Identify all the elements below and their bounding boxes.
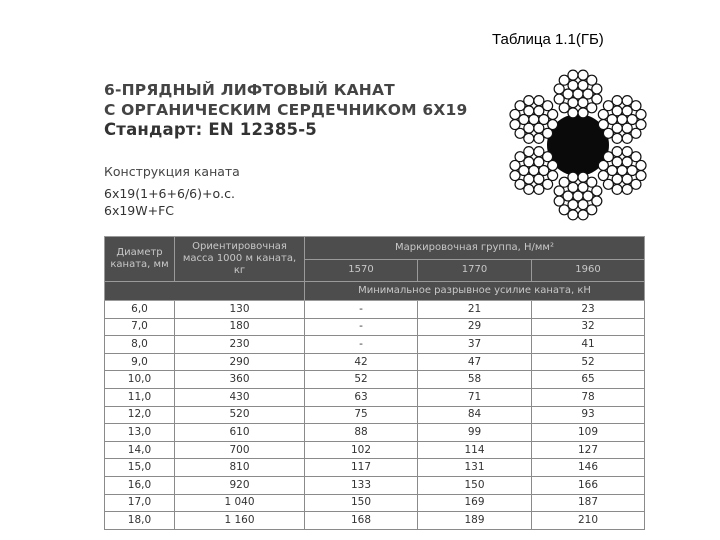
cell-mass: 520 [175, 406, 305, 424]
table-row [105, 301, 645, 319]
header-grade-1770: 1770 [418, 259, 532, 282]
table-row [105, 459, 645, 477]
cell-force-1770: 99 [418, 424, 532, 442]
cell-diameter: 11,0 [105, 388, 175, 406]
cell-force-1960: 187 [532, 494, 645, 512]
header-blank [105, 282, 305, 301]
table-row [105, 424, 645, 442]
table-row [105, 388, 645, 406]
table-row [105, 512, 645, 530]
cell-diameter: 8,0 [105, 336, 175, 354]
cell-diameter: 6,0 [105, 301, 175, 319]
cell-diameter: 18,0 [105, 512, 175, 530]
cell-force-1570: 168 [305, 512, 418, 530]
cell-force-1570: - [305, 336, 418, 354]
rope-cross-section-image [505, 64, 651, 226]
strand-wire [568, 172, 578, 182]
strand-wire [548, 160, 558, 170]
cell-force-1770: 169 [418, 494, 532, 512]
strand-wire [598, 171, 608, 181]
cell-mass: 1 040 [175, 494, 305, 512]
strand-wire [568, 70, 578, 80]
construction-value-2: 6x19W+FC [104, 203, 175, 218]
strand-wire [510, 171, 520, 181]
table-caption: Таблица 1.1(ГБ) [492, 31, 604, 48]
table-row [105, 371, 645, 389]
cell-force-1770: 47 [418, 353, 532, 371]
cell-force-1570: - [305, 301, 418, 319]
cell-diameter: 17,0 [105, 494, 175, 512]
table-row [105, 441, 645, 459]
strand-wire [524, 147, 534, 157]
header-mass: Ориентировочная масса 1000 м каната, кг [175, 237, 305, 282]
cell-force-1570: 102 [305, 441, 418, 459]
strand-wire [592, 186, 602, 196]
table-row [105, 494, 645, 512]
cell-force-1960: 65 [532, 371, 645, 389]
cell-mass: 430 [175, 388, 305, 406]
cell-force-1570: 133 [305, 476, 418, 494]
cell-force-1570: 63 [305, 388, 418, 406]
strand-wire [524, 96, 534, 106]
cell-force-1770: 58 [418, 371, 532, 389]
strand-wire [554, 196, 564, 206]
cell-mass: 1 160 [175, 512, 305, 530]
header-group: Маркировочная группа, Н/мм² [305, 237, 645, 260]
strand-wire [554, 94, 564, 104]
title-line-2: С ОРГАНИЧЕСКИМ СЕРДЕЧНИКОМ 6Х19 [104, 101, 468, 119]
cell-mass: 130 [175, 301, 305, 319]
strand-wire [612, 96, 622, 106]
cell-diameter: 10,0 [105, 371, 175, 389]
cell-diameter: 16,0 [105, 476, 175, 494]
table-row [105, 406, 645, 424]
cell-diameter: 12,0 [105, 406, 175, 424]
cell-force-1770: 114 [418, 441, 532, 459]
strand-wire [592, 84, 602, 94]
header-grade-1960: 1960 [532, 259, 645, 282]
cell-force-1770: 131 [418, 459, 532, 477]
cell-force-1770: 71 [418, 388, 532, 406]
cell-force-1960: 52 [532, 353, 645, 371]
cell-force-1960: 93 [532, 406, 645, 424]
cell-force-1960: 23 [532, 301, 645, 319]
table-row [105, 336, 645, 354]
strand-wire [578, 210, 588, 220]
cell-mass: 230 [175, 336, 305, 354]
header-grade-1570: 1570 [305, 259, 418, 282]
cell-force-1960: 78 [532, 388, 645, 406]
page-title [104, 80, 484, 140]
cell-force-1570: - [305, 318, 418, 336]
table-row [105, 353, 645, 371]
cell-diameter: 9,0 [105, 353, 175, 371]
cell-force-1570: 88 [305, 424, 418, 442]
cell-force-1570: 117 [305, 459, 418, 477]
strand-wire [636, 109, 646, 119]
cell-mass: 290 [175, 353, 305, 371]
cell-force-1770: 21 [418, 301, 532, 319]
cell-diameter: 13,0 [105, 424, 175, 442]
cell-force-1770: 37 [418, 336, 532, 354]
cell-diameter: 15,0 [105, 459, 175, 477]
cell-diameter: 7,0 [105, 318, 175, 336]
cell-force-1770: 189 [418, 512, 532, 530]
cell-force-1960: 109 [532, 424, 645, 442]
strand-wire [578, 108, 588, 118]
strand-wire [622, 133, 632, 143]
cell-mass: 610 [175, 424, 305, 442]
spec-table [104, 236, 645, 530]
cell-mass: 920 [175, 476, 305, 494]
table-row [105, 476, 645, 494]
strand-wire [622, 184, 632, 194]
cell-force-1960: 166 [532, 476, 645, 494]
strand-wire [534, 184, 544, 194]
cell-diameter: 14,0 [105, 441, 175, 459]
standard-label: Стандарт: EN 12385-5 [104, 120, 317, 139]
cell-force-1960: 41 [532, 336, 645, 354]
construction-label: Конструкция каната [104, 164, 240, 179]
strand-wire [548, 109, 558, 119]
construction-value-1: 6x19(1+6+6/6)+о.с. [104, 186, 235, 201]
cell-force-1570: 42 [305, 353, 418, 371]
strand-wire [598, 120, 608, 130]
title-line-1: 6-ПРЯДНЫЙ ЛИФТОВЫЙ КАНАТ [104, 81, 395, 99]
cell-mass: 360 [175, 371, 305, 389]
cell-mass: 180 [175, 318, 305, 336]
cell-force-1570: 75 [305, 406, 418, 424]
cell-force-1770: 29 [418, 318, 532, 336]
cell-force-1960: 32 [532, 318, 645, 336]
cell-force-1960: 146 [532, 459, 645, 477]
strand-wire [612, 147, 622, 157]
table-row [105, 318, 645, 336]
construction-block [104, 163, 384, 219]
cell-force-1770: 150 [418, 476, 532, 494]
strand-wire [510, 120, 520, 130]
cell-force-1570: 52 [305, 371, 418, 389]
cell-mass: 810 [175, 459, 305, 477]
cell-force-1770: 84 [418, 406, 532, 424]
cell-force-1570: 150 [305, 494, 418, 512]
cell-force-1960: 127 [532, 441, 645, 459]
strand-wire [534, 133, 544, 143]
cell-force-1960: 210 [532, 512, 645, 530]
strand-wire [636, 160, 646, 170]
header-breaking-force: Минимальное разрывное усилие каната, кН [305, 282, 645, 301]
cell-mass: 700 [175, 441, 305, 459]
header-diameter: Диаметр каната, мм [105, 237, 175, 282]
